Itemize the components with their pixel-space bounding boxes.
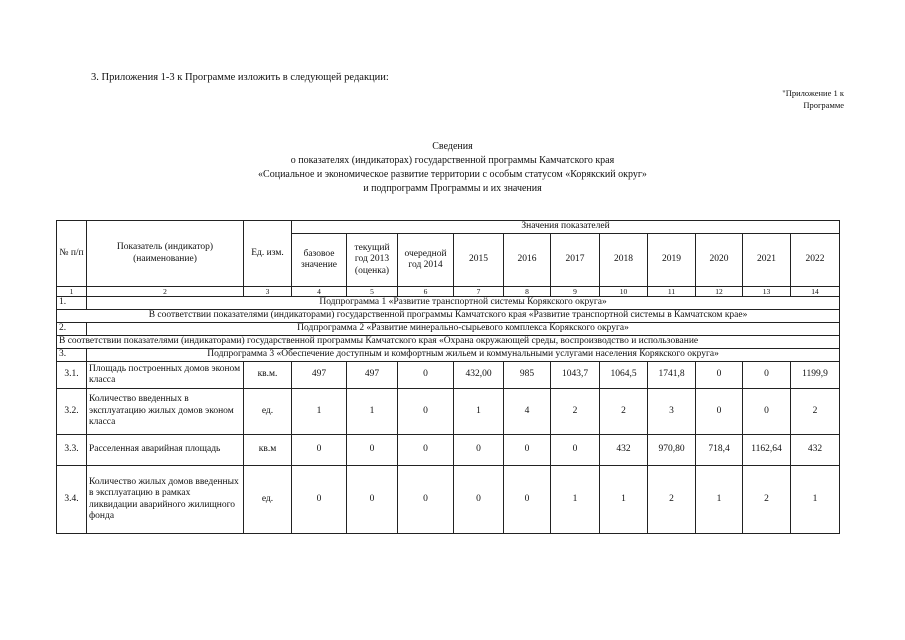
section-row [57, 349, 840, 362]
row-value: 432 [600, 435, 648, 466]
row-value: 0 [696, 362, 743, 389]
row-value: 1741,8 [648, 362, 696, 389]
header-year: 2018 [600, 234, 648, 287]
row-value: 1 [600, 466, 648, 534]
row-value: 1043,7 [551, 362, 600, 389]
row-value: 0 [398, 389, 454, 435]
section-title: Подпрограмма 2 «Развитие минерально-сырьевого комплекса Корякского округа» [87, 323, 840, 336]
row-indicator: Количество введенных в эксплуатацию жилых домов эконом класса [87, 389, 244, 435]
row-value: 0 [551, 435, 600, 466]
section-num: 3. [57, 349, 87, 362]
section-num: 1. [57, 297, 87, 310]
row-value: 1199,9 [791, 362, 840, 389]
header-year: 2015 [454, 234, 504, 287]
section-title: Подпрограмма 1 «Развитие транспортной системы Корякского округа» [87, 297, 840, 310]
column-number: 11 [648, 287, 696, 297]
row-value: 2 [743, 466, 791, 534]
column-number: 1 [57, 287, 87, 297]
annex-label [782, 87, 844, 111]
row-value: 0 [347, 466, 398, 534]
row-value: 0 [743, 362, 791, 389]
row-value: 0 [292, 435, 347, 466]
column-number: 7 [454, 287, 504, 297]
row-value: 1 [292, 389, 347, 435]
row-value: 432,00 [454, 362, 504, 389]
row-indicator: Расселенная аварийная площадь [87, 435, 244, 466]
column-number: 4 [292, 287, 347, 297]
column-number: 10 [600, 287, 648, 297]
column-number: 9 [551, 287, 600, 297]
header-year: 2020 [696, 234, 743, 287]
section-num: 2. [57, 323, 87, 336]
row-value: 0 [292, 466, 347, 534]
header-base: базовое значение [292, 234, 347, 287]
row-value: 0 [454, 466, 504, 534]
table-row [57, 389, 840, 435]
row-value: 0 [398, 435, 454, 466]
table-row [57, 435, 840, 466]
annex-line-2: Программе [803, 100, 844, 110]
column-number: 3 [244, 287, 292, 297]
row-indicator: Площадь построенных домов эконом класса [87, 362, 244, 389]
header-values-group: Значения показателей [292, 221, 840, 234]
row-value: 2 [791, 389, 840, 435]
row-num: 3.1. [57, 362, 87, 389]
row-unit: ед. [244, 466, 292, 534]
column-number: 13 [743, 287, 791, 297]
row-value: 970,80 [648, 435, 696, 466]
header-row-1 [57, 221, 840, 234]
row-unit: ед. [244, 389, 292, 435]
column-number: 6 [398, 287, 454, 297]
heading-line-4: и подпрограмм Программы и их значения [363, 183, 542, 194]
section-title: Подпрограмма 3 «Обеспечение доступным и комфортным жильем и коммунальными услугами населения Корякского округа» [87, 349, 840, 362]
indicators-table [56, 220, 840, 534]
row-value: 1162,64 [743, 435, 791, 466]
row-value: 0 [696, 389, 743, 435]
row-value: 1 [696, 466, 743, 534]
section-note-row [57, 336, 840, 349]
header-next: очередной год 2014 [398, 234, 454, 287]
header-year: 2022 [791, 234, 840, 287]
row-value: 497 [292, 362, 347, 389]
header-unit: Ед. изм. [244, 221, 292, 287]
document-heading [0, 140, 905, 196]
row-value: 1 [347, 389, 398, 435]
column-number-row [57, 287, 840, 297]
row-value: 0 [398, 466, 454, 534]
row-value: 2 [551, 389, 600, 435]
row-value: 0 [504, 466, 551, 534]
row-unit: кв.м. [244, 362, 292, 389]
row-value: 4 [504, 389, 551, 435]
row-value: 1064,5 [600, 362, 648, 389]
row-num: 3.4. [57, 466, 87, 534]
header-year: 2019 [648, 234, 696, 287]
section-note-row [57, 310, 840, 323]
row-value: 718,4 [696, 435, 743, 466]
row-num: 3.3. [57, 435, 87, 466]
column-number: 12 [696, 287, 743, 297]
row-value: 1 [791, 466, 840, 534]
row-value: 0 [454, 435, 504, 466]
header-indicator: Показатель (индикатор) (наименование) [87, 221, 244, 287]
header-current: текущий год 2013 (оценка) [347, 234, 398, 287]
section-row [57, 297, 840, 310]
heading-line-2: о показателях (индикаторах) государственной программы Камчатского края [290, 155, 615, 166]
header-year: 2017 [551, 234, 600, 287]
header-year: 2021 [743, 234, 791, 287]
row-value: 432 [791, 435, 840, 466]
row-indicator: Количество жилых домов введенных в эксплуатацию в рамках ликвидации аварийного жилищного фонда [87, 466, 244, 534]
row-value: 0 [347, 435, 398, 466]
intro-text: 3. Приложения 1-3 к Программе изложить в следующей редакции: [91, 72, 389, 83]
column-number: 5 [347, 287, 398, 297]
column-number: 2 [87, 287, 244, 297]
annex-line-1: "Приложение 1 к [782, 88, 844, 98]
section-row [57, 323, 840, 336]
header-year: 2016 [504, 234, 551, 287]
row-value: 0 [504, 435, 551, 466]
row-value: 0 [398, 362, 454, 389]
section-note: В соответствии показателями (индикаторами) государственной программы Камчатского края «Охрана окружающей среды, воспроизводство и использование [57, 336, 840, 349]
table-row [57, 466, 840, 534]
row-value: 3 [648, 389, 696, 435]
row-value: 985 [504, 362, 551, 389]
heading-line-3: «Социальное и экономическое развитие территории с особым статусом «Корякский округ» [258, 169, 647, 180]
column-number: 8 [504, 287, 551, 297]
heading-line-1: Сведения [432, 141, 473, 152]
row-value: 497 [347, 362, 398, 389]
column-number: 14 [791, 287, 840, 297]
row-value: 1 [454, 389, 504, 435]
row-unit: кв.м [244, 435, 292, 466]
row-num: 3.2. [57, 389, 87, 435]
header-num: № п/п [57, 221, 87, 287]
row-value: 2 [648, 466, 696, 534]
section-note: В соответствии показателями (индикаторами) государственной программы Камчатского края «Развитие транспортной системы в Камчатском крае» [57, 310, 840, 323]
row-value: 1 [551, 466, 600, 534]
row-value: 0 [743, 389, 791, 435]
table-row [57, 362, 840, 389]
row-value: 2 [600, 389, 648, 435]
